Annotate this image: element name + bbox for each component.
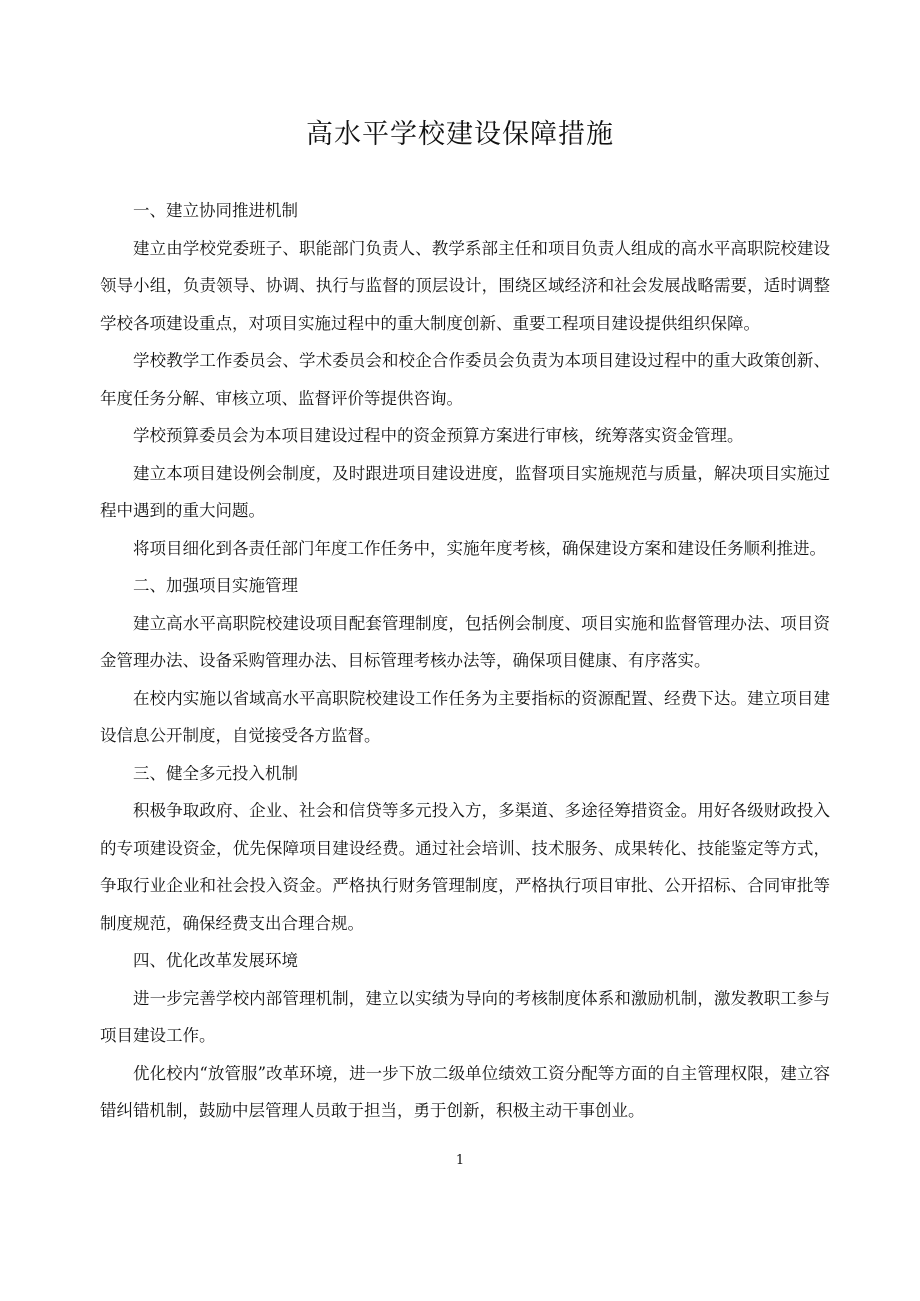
paragraph: 优化校内“放管服”改革环境，进一步下放二级单位绩效工资分配等方面的自主管理权限，建立容错纠错机制，鼓励中层管理人员敢于担当，勇于创新，积极主动干事创业。 (100, 1063, 830, 1120)
paragraph: 建立由学校党委班子、职能部门负责人、教学系部主任和项目负责人组成的高水平高职院校建设领导小组，负责领导、协调、执行与监督的顶层设计，围绕区域经济和社会发展战略需要，适时调整学校各项建设重点，对项目实施过程中的重大制度创新、重要工程项目建设提供组织保障。 (100, 238, 830, 333)
paragraph: 积极争取政府、企业、社会和信贷等多元投入方，多渠道、多途径筹措资金。用好各级财政投入的专项建设资金，优先保障项目建设经费。通过社会培训、技术服务、成果转化、技能鉴定等方式，争取行业企业和社会投入资金。严格执行财务管理制度，严格执行项目审批、公开招标、合同审批等制度规范，确保经费支出合理合规。 (100, 801, 830, 933)
section-heading-3: 三、健全多元投入机制 (133, 763, 298, 783)
section-heading-2: 二、加强项目实施管理 (133, 576, 298, 595)
paragraph: 建立高水平高职院校建设项目配套管理制度，包括例会制度、项目实施和监督管理办法、项目资金管理办法、设备采购管理办法、目标管理考核办法等，确保项目健康、有序落实。 (100, 613, 830, 670)
paragraph: 学校教学工作委员会、学术委员会和校企合作委员会负责为本项目建设过程中的重大政策创新、年度任务分解、审核立项、监督评价等提供咨询。 (100, 351, 830, 408)
paragraph: 建立本项目建设例会制度，及时跟进项目建设进度，监督项目实施规范与质量，解决项目实施过程中遇到的重大问题。 (100, 463, 830, 520)
section-heading-4: 四、优化改革发展环境 (133, 951, 298, 970)
paragraph: 在校内实施以省域高水平高职院校建设工作任务为主要指标的资源配置、经费下达。建立项目建设信息公开制度，自觉接受各方监督。 (100, 688, 830, 745)
document-body (100, 192, 830, 1130)
paragraph: 将项目细化到各责任部门年度工作任务中，实施年度考核，确保建设方案和建设任务顺利推进。 (133, 538, 826, 558)
section-heading-1: 一、建立协同推进机制 (133, 201, 298, 220)
paragraph: 学校预算委员会为本项目建设过程中的资金预算方案进行审核，统筹落实资金管理。 (133, 426, 744, 445)
paragraph: 进一步完善学校内部管理机制，建立以实绩为导向的考核制度体系和激励机制，激发教职工参与项目建设工作。 (100, 988, 830, 1045)
document-title: 高水平学校建设保障措施 (306, 119, 614, 150)
page-number: 1 (455, 1153, 465, 1168)
